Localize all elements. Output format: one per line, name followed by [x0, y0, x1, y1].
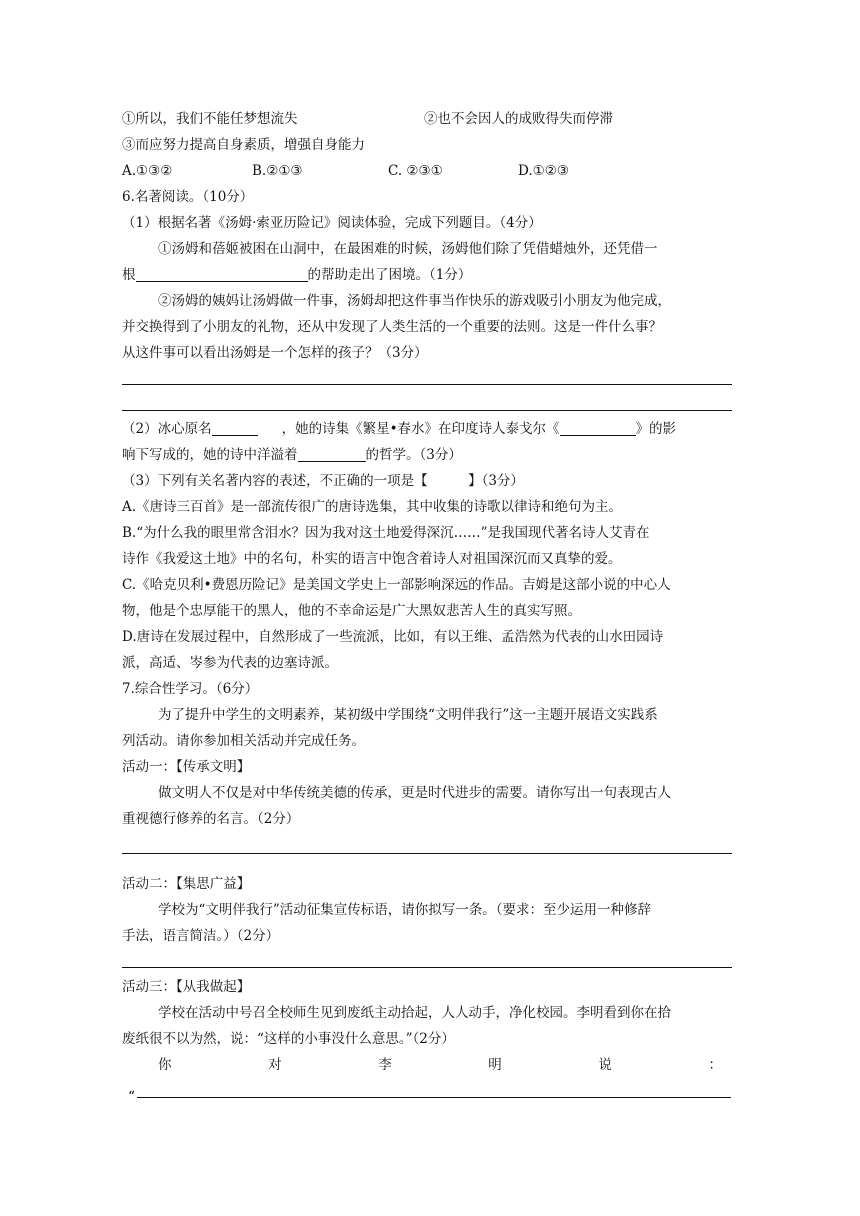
say-char: 李 — [378, 1057, 392, 1073]
quote-mark: “ — [128, 1089, 135, 1105]
q5-sentence-2: ②也不会因人的成败得失而停滞 — [424, 111, 613, 127]
q7-activity2-title: 活动二：【集思广益】 — [122, 876, 251, 892]
q7-activity1-line1: 做文明人不仅是对中华传统美德的传承，更是时代进步的需要。请你写出一句表现古人 — [158, 785, 671, 801]
q6-part1a-suffix: 的帮助走出了困境。（1分） — [307, 267, 472, 283]
q6-option-d-line2: 派，高适、岑参为代表的边塞诗派。 — [122, 655, 338, 671]
q7-activity1-line2: 重视德行修养的名言。（2分） — [122, 811, 300, 827]
q7-intro-line2: 列活动。请你参加相关活动并完成任务。 — [122, 733, 365, 749]
q7-activity3-answer-row — [122, 1078, 732, 1104]
q7-activity3-line1: 学校在活动中号召全校师生见到废纸主动拾起，人人动手，净化校园。李明看到你在拾 — [158, 1005, 671, 1021]
q6-title: 6.名著阅读。（10分） — [122, 189, 254, 205]
q7-title: 7.综合性学习。（6分） — [122, 681, 259, 697]
q6-part1b-line2: 并交换得到了小朋友的礼物，还从中发现了人类生活的一个重要的法则。这是一件什么事？ — [122, 319, 662, 335]
q6-part1a-line2 — [122, 262, 732, 288]
q7-activity3-say-row — [122, 1052, 722, 1078]
q6-option-c-line2: 物，他是个忠厚能干的黑人，他的不幸命运是广大黑奴悲苦人生的真实写照。 — [122, 603, 581, 619]
q5-option-c: C. ②③① — [388, 163, 443, 179]
q5-sentence-1: ①所以，我们不能任梦想流失 — [122, 111, 298, 127]
q5-option-d: D.①②③ — [518, 163, 569, 179]
say-char: 明 — [488, 1057, 502, 1073]
q6-part1b-line1: ②汤姆的姨妈让汤姆做一件事，汤姆却把这件事当作快乐的游戏吸引小朋友为他完成， — [158, 293, 671, 309]
say-char: 你 — [158, 1057, 172, 1073]
say-char: ： — [708, 1057, 722, 1073]
q6-part1-title: （1）根据名著《汤姆·索亚历险记》阅读体验，完成下列题目。（4分） — [122, 215, 542, 231]
q7-activity3-line2: 废纸很不以为然，说：“这样的小事没什么意思。”（2分） — [122, 1031, 455, 1047]
q7-intro-line1: 为了提升中学生的文明素养，某初级中学围绕“文明伴我行”这一主题开展语文实践系 — [158, 707, 658, 723]
q5-sentence-3: ③而应努力提高自身素质，增强自身能力 — [122, 137, 365, 153]
q6-option-a: A.《唐诗三百首》是一部流传很广的唐诗选集，其中收集的诗歌以律诗和绝句为主。 — [122, 499, 623, 515]
q5-option-a: A.①③② — [122, 163, 173, 179]
q6-part2-line1 — [122, 416, 732, 442]
q6-part2-middle: ，她的诗集《繁星•春水》在印度诗人泰戈尔《 — [281, 421, 560, 437]
answer-blank-philosophy[interactable] — [298, 444, 366, 462]
say-char: 对 — [268, 1057, 282, 1073]
q6-part1a-line1: ①汤姆和蓓姬被困在山洞中，在最困难的时候，汤姆他们除了凭借蜡烛外，还凭借一 — [158, 241, 658, 257]
q5-option-b: B.②①③ — [252, 163, 303, 179]
q6-part2-prefix: （2）冰心原名 — [122, 421, 212, 437]
q7-activity2-line1: 学校为“文明伴我行”活动征集宣传标语，请你拟写一条。（要求：至少运用一种修辞 — [158, 902, 652, 918]
q6-part3-title: （3）下列有关名著内容的表述，不正确的一项是【 】（3分） — [122, 473, 524, 489]
exam-page — [122, 106, 732, 1104]
q6-option-b-line1: B.“为什么我的眼里常含泪水？因为我对这土地爱得深沉……”是我国现代著名诗人艾青在 — [122, 525, 650, 541]
q6-part1a-prefix: 根 — [122, 267, 136, 283]
answer-blank-tool[interactable] — [136, 264, 308, 282]
answer-blank-tagore-work[interactable] — [560, 418, 636, 436]
q6-part2-line2-suffix: 的哲学。（3分） — [365, 447, 462, 463]
answer-blank-original-name[interactable] — [212, 418, 258, 436]
answer-line-5[interactable] — [137, 1097, 731, 1098]
q6-option-b-line2: 诗作《我爱这土地》中的名句，朴实的语言中饱含着诗人对祖国深沉而又真挚的爱。 — [122, 551, 622, 567]
q5-options-row — [122, 158, 732, 184]
q6-option-d-line1: D.唐诗在发展过程中，自然形成了一些流派，比如，有以王维、孟浩然为代表的山水田园诗 — [122, 629, 664, 645]
q5-sentences-row — [122, 106, 732, 132]
q7-activity1-title: 活动一：【传承文明】 — [122, 759, 251, 775]
say-char: 说 — [598, 1057, 612, 1073]
q6-option-c-line1: C.《哈克贝利•费恩历险记》是美国文学史上一部影响深远的作品。吉姆是这部小说的中心人 — [122, 577, 671, 593]
q6-part2-suffix: 》的影 — [635, 421, 677, 437]
q6-part1b-line3: 从这件事可以看出汤姆是一个怎样的孩子？（3分） — [122, 345, 428, 361]
q6-part2-line2 — [122, 442, 732, 468]
q7-activity2-line2: 手法，语言简洁。）（2分） — [122, 928, 280, 944]
q6-part2-line2-prefix: 响下写成的，她的诗中洋溢着 — [122, 447, 298, 463]
q7-activity3-title: 活动三：【从我做起】 — [122, 979, 251, 995]
